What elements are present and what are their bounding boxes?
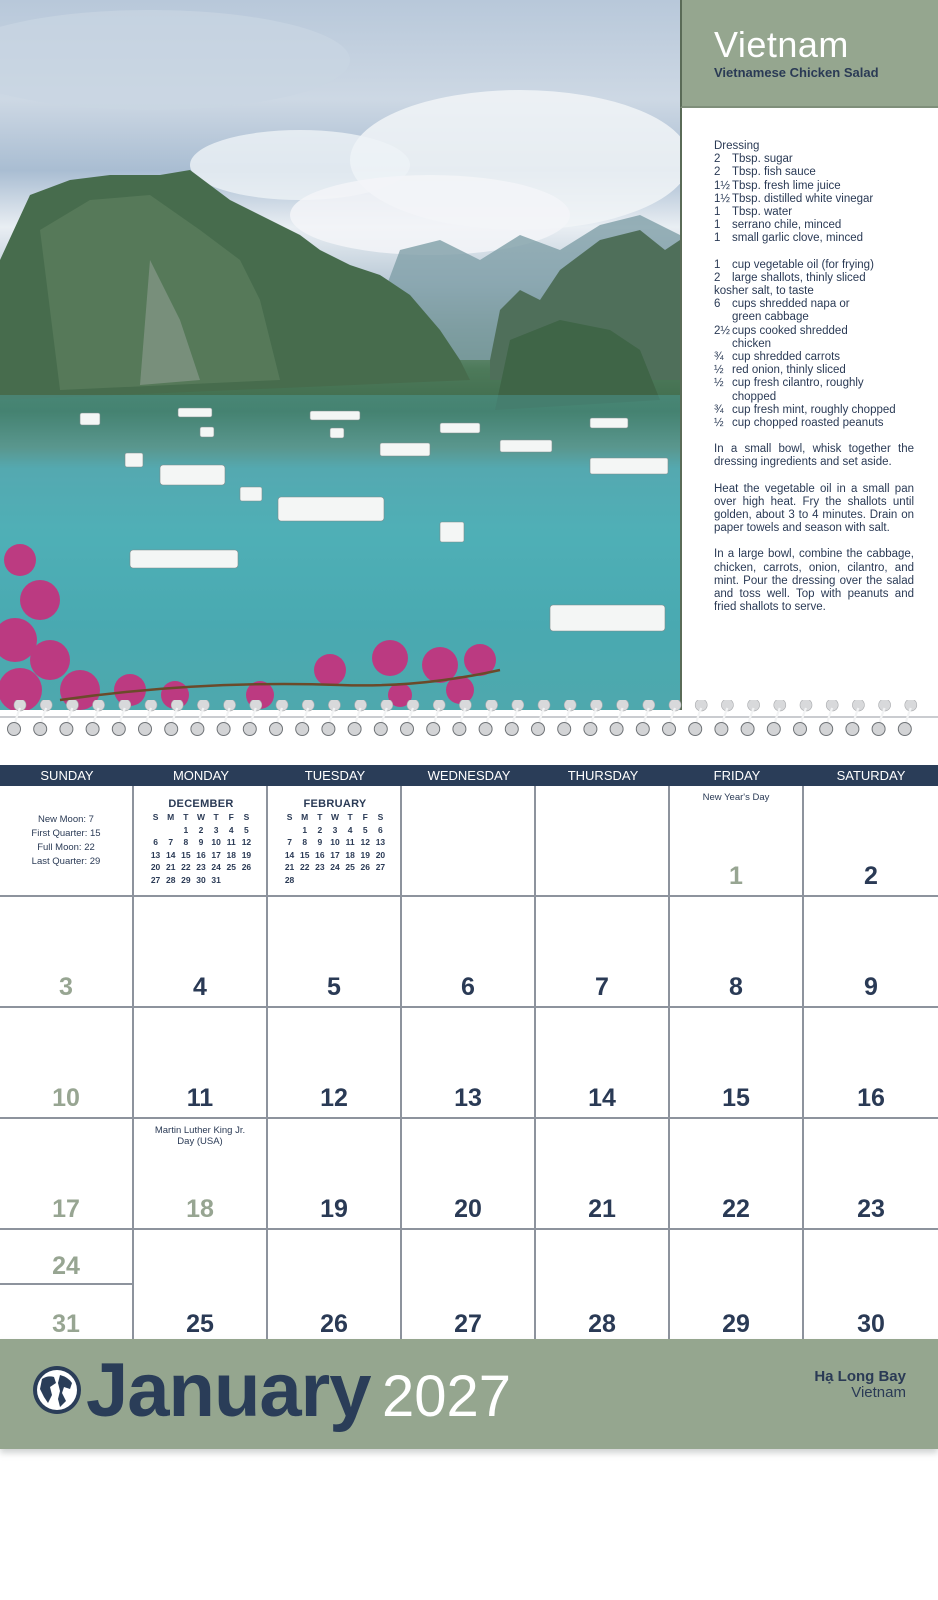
day-number: 7 — [595, 973, 609, 1001]
mini-calendar-day — [282, 824, 297, 837]
recipe-body — [680, 108, 938, 710]
day-cell-7[interactable] — [536, 897, 670, 1008]
day-number: 10 — [52, 1084, 80, 1112]
day-number: 21 — [588, 1195, 616, 1223]
mini-calendar-day: 17 — [330, 849, 340, 860]
mini-calendar-day: 18 — [226, 849, 236, 860]
mini-calendar-day: 11 — [226, 837, 236, 847]
ingredient: 2 large shallots, thinly sliced — [714, 271, 866, 284]
day-cell-6[interactable] — [402, 897, 536, 1008]
ingredient: 1 small garlic clove, minced — [714, 232, 864, 245]
day-cell-27[interactable] — [402, 1230, 536, 1339]
mini-calendar-day: 19 — [241, 849, 252, 860]
mini-calendar-day: 10 — [211, 837, 221, 847]
ingredient: 1½ Tbsp. fresh lime juice — [714, 179, 841, 192]
mini-calendar-day: 11 — [345, 837, 355, 847]
mini-calendar-day: 26 — [360, 862, 370, 872]
day-number: 29 — [722, 1310, 750, 1338]
mini-calendar-day: 12 — [360, 837, 370, 847]
day-cell-9[interactable] — [804, 897, 938, 1008]
mini-calendar-day: 5 — [362, 824, 368, 835]
landscape-photo — [0, 0, 680, 710]
day-number: 30 — [857, 1310, 885, 1338]
ingredient: kosher salt, to taste — [714, 285, 814, 298]
mini-calendar-day: 24 — [330, 862, 340, 872]
weekday-saturday: SATURDAY — [836, 768, 906, 783]
day-cell-12[interactable] — [268, 1008, 402, 1119]
day-number: 31 — [52, 1310, 80, 1338]
mini-calendar-day: 21 — [284, 862, 295, 872]
recipe-title: Vietnamese Chicken Salad — [714, 65, 879, 80]
mini-calendar-day: 18 — [345, 849, 355, 860]
day-cell-26[interactable] — [268, 1230, 402, 1339]
ingredient: 2½ cups cooked shredded — [714, 324, 848, 337]
day-cell-30[interactable] — [804, 1230, 938, 1339]
mini-calendar-day: T — [183, 812, 189, 822]
dressing-list — [714, 153, 914, 245]
photo-location — [814, 1369, 906, 1401]
location-name: Hạ Long Bay — [814, 1368, 906, 1385]
day-cell-8[interactable] — [670, 897, 804, 1008]
month-title: January — [86, 1348, 371, 1433]
day-number: 11 — [186, 1084, 214, 1112]
mini-calendar-day: T — [317, 812, 323, 822]
mini-calendar-day: 23 — [315, 862, 325, 872]
location-country: Vietnam — [851, 1384, 906, 1401]
mini-calendar-day: 9 — [198, 837, 204, 847]
ingredient-list: 1 cup vegetable oil (for frying) 2 large shallots, thinly sliced kosher salt, to taste 6 cups shredded napa or green cabbage 2½ cups cooked shredded chicken ¾ cup shredded carrots ½ red onion, thinly sliced ½ cup fresh cilantro, roughly chopped ¾ cup fresh mint, roughly chopped ½ cup chopped roasted peanuts — [714, 259, 914, 431]
mini-calendar-day: 6 — [153, 837, 158, 847]
month-footer — [0, 1339, 938, 1449]
weekday-monday: MONDAY — [172, 768, 230, 783]
mini-calendar-day: S — [243, 812, 250, 822]
mini-calendar-day: 5 — [244, 824, 249, 835]
day-number: 2 — [864, 862, 878, 890]
day-number: 26 — [320, 1310, 348, 1338]
recipe-step: In a small bowl, whisk together the dressing ingredients and set aside. — [714, 443, 914, 469]
mini-calendar-day: 28 — [284, 874, 295, 885]
photo-illustration — [0, 0, 680, 710]
ingredient: 1½ Tbsp. distilled white vinegar — [714, 192, 874, 205]
recipe-text — [714, 140, 914, 615]
mini-calendar-day: 7 — [287, 837, 292, 847]
ingredient: ½ cup fresh cilantro, roughly — [714, 377, 864, 390]
mini-calendar-day: 31 — [211, 874, 221, 885]
ingredient: ¾ cup fresh mint, roughly chopped — [714, 403, 896, 416]
globe-icon — [32, 1365, 82, 1415]
spiral-binding — [0, 700, 938, 750]
mini-calendar-day: S — [286, 812, 293, 822]
day-number: 22 — [722, 1195, 750, 1223]
day-number: 9 — [864, 973, 878, 1001]
weekday-friday: FRIDAY — [713, 768, 761, 783]
day-cell-1[interactable] — [670, 786, 804, 897]
empty-cell — [402, 786, 536, 897]
mini-calendar-day: 25 — [345, 862, 355, 872]
weekday-sunday: SUNDAY — [40, 768, 94, 783]
day-number: 20 — [454, 1195, 482, 1223]
mini-calendar-day: 27 — [150, 874, 161, 885]
mini-calendar-day: 28 — [165, 874, 176, 885]
weekday-wednesday: WEDNESDAY — [427, 768, 511, 783]
spiral-rings-icon — [0, 700, 938, 750]
day-number: 13 — [454, 1084, 482, 1112]
mini-calendar-day: 7 — [168, 837, 174, 847]
recipe-header — [680, 0, 938, 108]
day-number: 27 — [454, 1310, 482, 1338]
day-number: 6 — [461, 973, 475, 1001]
mini-calendar-day: 4 — [228, 824, 234, 835]
mini-calendar-day: 29 — [181, 874, 191, 885]
day-number: 5 — [327, 973, 341, 1001]
day-cell-25[interactable] — [134, 1230, 268, 1339]
mini-calendar-day: 24 — [211, 862, 221, 872]
mini-calendar-day: 19 — [360, 849, 370, 860]
moon-phases-cell — [0, 786, 134, 897]
day-cell-19[interactable] — [268, 1119, 402, 1230]
mini-calendar-day — [163, 824, 178, 837]
day-cell-29[interactable] — [670, 1230, 804, 1339]
mini-calendar-day: 13 — [150, 849, 161, 860]
mini-calendar-day: 4 — [347, 824, 353, 835]
mini-calendar-day: 30 — [196, 874, 206, 885]
day-cell-10[interactable] — [0, 1008, 134, 1119]
mini-calendar-day: 9 — [317, 837, 323, 847]
day-cell-22[interactable] — [670, 1119, 804, 1230]
mini-calendar-day: 22 — [299, 862, 310, 872]
mini-calendar-day: M — [301, 812, 309, 822]
next-month-mini-cell — [268, 786, 402, 897]
ingredient: 1 serrano chile, minced — [714, 219, 842, 232]
day-cell-18[interactable] — [134, 1119, 268, 1230]
mini-calendar-day: T — [213, 812, 219, 822]
mini-calendar-day: 25 — [226, 862, 236, 872]
mini-calendar-day: 20 — [375, 849, 386, 860]
mini-calendar-day: 14 — [165, 849, 176, 860]
day-number: 23 — [857, 1195, 885, 1223]
recipe-step: In a large bowl, combine the cabbage, chicken, carrots, onion, cilantro, and mint. Pour the dressing over the salad and toss well. Top with peanuts and fried shallots to serve. — [714, 548, 914, 614]
day-cell-15[interactable] — [670, 1008, 804, 1119]
mini-calendar-day: 10 — [330, 837, 340, 847]
day-number: 3 — [59, 973, 73, 1001]
ingredient: 6 cups shredded napa or — [714, 298, 850, 311]
day-cell-17[interactable] — [0, 1119, 134, 1230]
mini-calendar-day: W — [330, 812, 339, 822]
day-cell-2[interactable] — [804, 786, 938, 897]
day-cell-28[interactable] — [536, 1230, 670, 1339]
day-cell-23[interactable] — [804, 1119, 938, 1230]
day-cell-3[interactable] — [0, 897, 134, 1008]
recipe-country: Vietnam — [714, 24, 849, 65]
day-number: 17 — [52, 1195, 80, 1223]
mini-calendar-day: 17 — [211, 849, 221, 860]
day-cell-4[interactable] — [134, 897, 268, 1008]
mini-calendar-day: 27 — [375, 862, 386, 872]
mini-calendar-day: 15 — [181, 849, 191, 860]
day-cell-21[interactable] — [536, 1119, 670, 1230]
day-cell-14[interactable] — [536, 1008, 670, 1119]
mini-calendar-day: 26 — [241, 862, 252, 872]
mini-calendar-day — [148, 824, 163, 837]
moon-phases: New Moon: 7 First Quarter: 15 Full Moon: 22 Last Quarter: 29 — [31, 814, 101, 867]
mini-calendar-day: 6 — [378, 824, 383, 835]
day-number: 8 — [729, 973, 743, 1001]
mini-calendar-day: 15 — [299, 849, 310, 860]
day-cell-16[interactable] — [804, 1008, 938, 1119]
day-cell-24[interactable] — [0, 1230, 134, 1285]
mini-calendar-day: 20 — [150, 862, 161, 872]
prev-month-mini-cell — [134, 786, 268, 897]
mini-calendar-day: 8 — [302, 837, 308, 847]
mini-calendar-day: F — [228, 812, 234, 822]
ingredient: ½ cup chopped roasted peanuts — [714, 417, 884, 430]
weekday-tuesday: TUESDAY — [304, 768, 366, 783]
day-number: 19 — [320, 1195, 348, 1223]
ingredient: ½ red onion, thinly sliced — [714, 364, 846, 377]
weekday-header — [0, 765, 938, 786]
ingredient: 2 Tbsp. sugar — [714, 153, 793, 166]
holiday-label: Martin Luther King Jr. Day (USA) — [154, 1125, 246, 1147]
ingredient: 1 cup vegetable oil (for frying) — [714, 258, 874, 271]
day-number: 15 — [722, 1084, 750, 1112]
calendar-grid — [0, 786, 938, 1339]
mini-calendar-december: DECEMBER S M T W T F S 1 2 3 4 5 6 7 8 9 10 11 12 13 14 15 16 17 18 19 20 21 22 23 24 25 26 27 28 29 30 31 — [148, 798, 254, 886]
recipe-step: Heat the vegetable oil in a small pan over high heat. Fry the shallots until golden, about 3 to 4 minutes. Drain on paper towels and season with salt. — [714, 482, 914, 535]
mini-calendar-day: 12 — [241, 837, 252, 847]
mini-calendar-day: 1 — [183, 824, 189, 835]
day-number: 4 — [193, 973, 207, 1001]
day-cell-13[interactable] — [402, 1008, 536, 1119]
mini-calendar-day: 22 — [181, 862, 191, 872]
mini-calendar-day: 1 — [302, 824, 308, 835]
mini-calendar-day: 3 — [332, 824, 338, 835]
mini-calendar-day: 21 — [165, 862, 176, 872]
day-number: 16 — [857, 1084, 885, 1112]
day-number: 28 — [588, 1310, 616, 1338]
mini-calendar-day: S — [152, 812, 159, 822]
weekday-thursday: THURSDAY — [567, 768, 639, 783]
holiday-label: New Year's Day — [702, 792, 770, 803]
ingredient: 2 Tbsp. fish sauce — [714, 166, 816, 179]
mini-calendar-day: W — [196, 812, 205, 822]
empty-cell — [536, 786, 670, 897]
mini-calendar-day: 14 — [284, 849, 295, 860]
day-cell-11[interactable] — [134, 1008, 268, 1119]
day-cell-5[interactable] — [268, 897, 402, 1008]
ingredient: 1 Tbsp. water — [714, 206, 793, 219]
mini-calendar-day: 2 — [317, 824, 323, 835]
mini-calendar-day: 8 — [183, 837, 189, 847]
mini-calendar-day: 16 — [315, 849, 325, 860]
mini-calendar-day: 2 — [198, 824, 204, 835]
day-number: 12 — [320, 1084, 348, 1112]
mini-calendar-day: 3 — [213, 824, 219, 835]
mini-calendar-day: 16 — [196, 849, 206, 860]
ingredient: ¾ cup shredded carrots — [714, 351, 841, 364]
day-number: 14 — [588, 1084, 616, 1112]
day-cell-20[interactable] — [402, 1119, 536, 1230]
year-title: 2027 — [382, 1364, 512, 1429]
day-cell-31[interactable] — [0, 1285, 134, 1339]
mini-calendar-day: M — [167, 812, 175, 822]
mini-calendar-day: T — [347, 812, 353, 822]
day-number: 24 — [52, 1252, 80, 1280]
mini-calendar-day: F — [362, 812, 368, 822]
dressing-heading: Dressing — [714, 140, 760, 152]
day-number: 18 — [186, 1195, 214, 1223]
mini-calendar-day: S — [377, 812, 384, 822]
day-number: 25 — [186, 1310, 214, 1338]
mini-calendar-february: FEBRUARY S M T W T F S 1 2 3 4 5 6 7 8 9 10 11 12 13 14 15 16 17 18 19 20 21 22 23 24 25 26 27 28 — [282, 798, 388, 886]
day-number: 1 — [729, 862, 743, 890]
mini-calendar-day: 13 — [375, 837, 386, 847]
mini-calendar-day: 23 — [196, 862, 206, 872]
